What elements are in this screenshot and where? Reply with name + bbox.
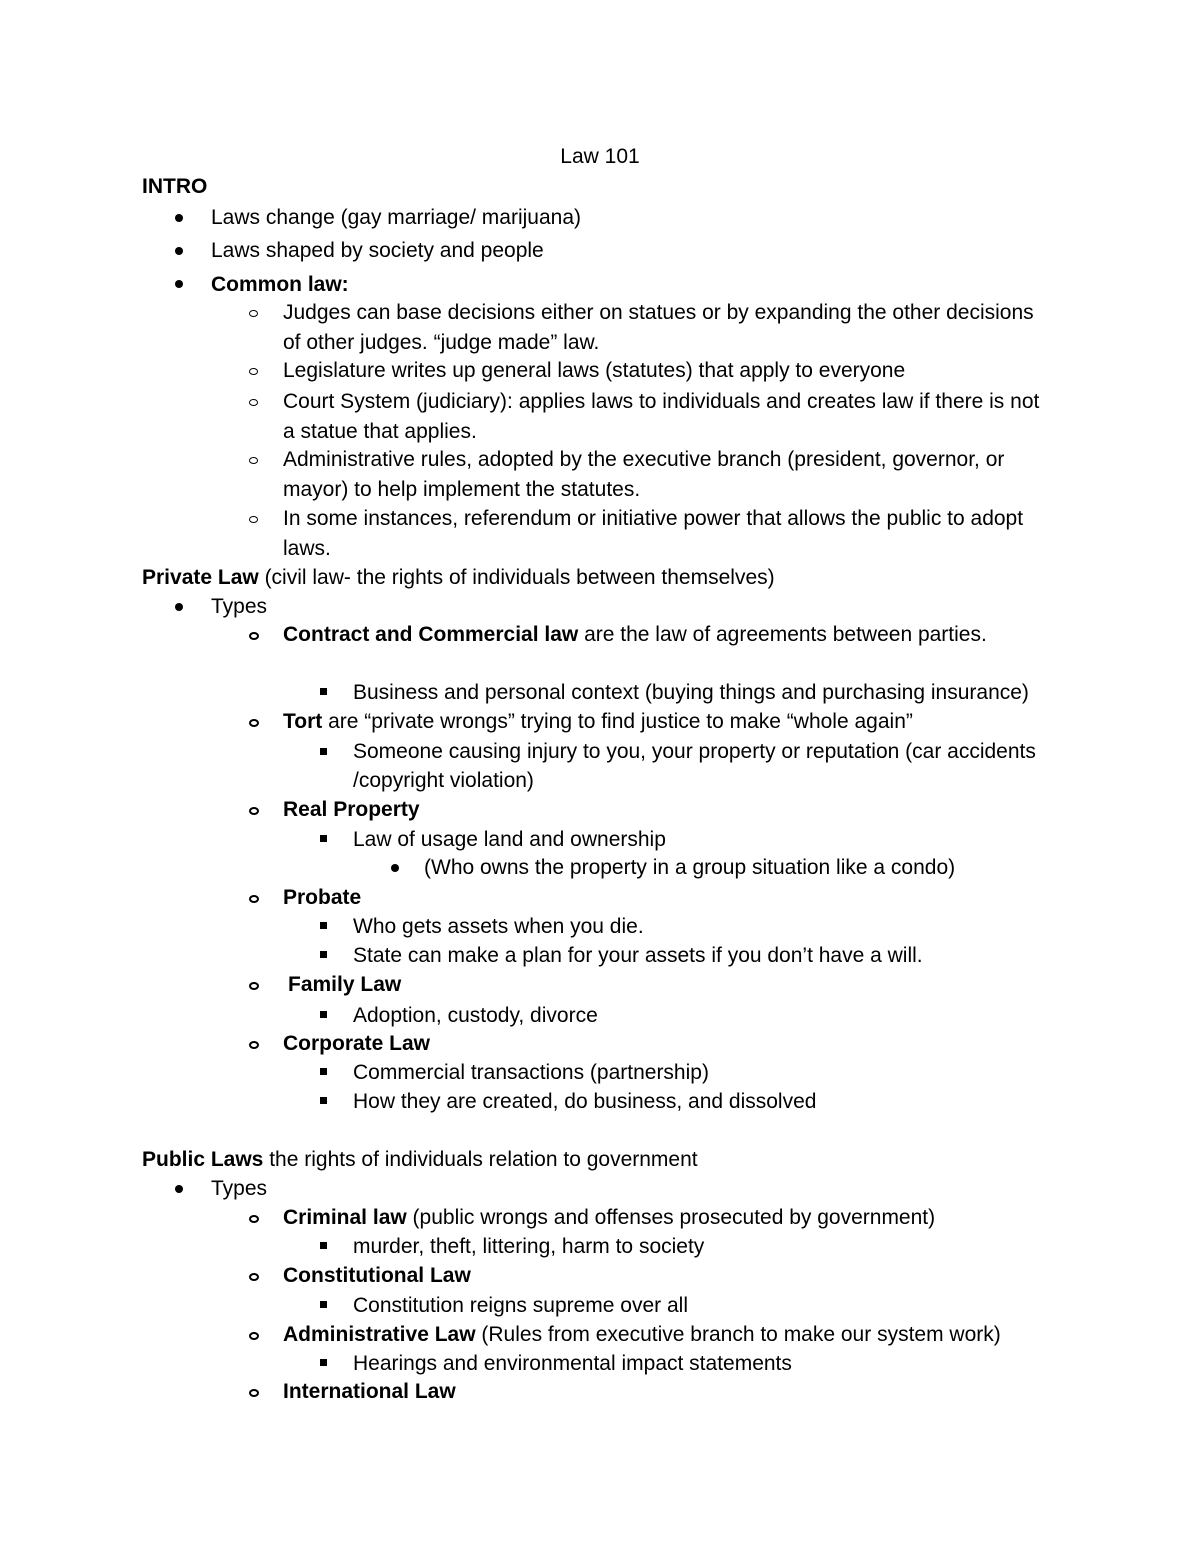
list-item: Common law: (211, 273, 349, 296)
list-item: Tort are “private wrongs” trying to find justice to make “whole again” (283, 710, 913, 733)
list-item: Administrative Law (Rules from executive branch to make our system work) (283, 1323, 1001, 1346)
list-item: Types (211, 595, 268, 618)
list-item: Types (211, 1177, 268, 1200)
list-item: Who gets assets when you die. (353, 915, 644, 938)
list-item: State can make a plan for your assets if you don’t have a will. (353, 944, 923, 967)
bullet-circle-icon (249, 399, 258, 406)
bullet-square-icon (320, 1068, 327, 1075)
list-item-continued: laws. (283, 537, 331, 560)
bullet-square-icon (320, 1097, 327, 1104)
bullet-circle-icon (249, 632, 259, 640)
bullet-disc-icon (175, 1185, 183, 1193)
bullet-circle-icon (249, 1332, 259, 1340)
section-heading-private-law: Private Law (civil law- the rights of individuals between themselves) (142, 566, 775, 589)
bullet-square-icon (320, 1011, 327, 1018)
list-item: Court System (judiciary): applies laws to individuals and creates law if there is not (283, 390, 1040, 413)
list-item: How they are created, do business, and dissolved (353, 1090, 817, 1113)
page-title: Law 101 (560, 145, 640, 168)
bullet-disc-icon (391, 864, 399, 872)
list-item: Law of usage land and ownership (353, 828, 666, 851)
list-item: Probate (283, 886, 362, 909)
bullet-circle-icon (249, 368, 258, 375)
list-item-continued: /copyright violation) (353, 769, 534, 792)
bullet-disc-icon (175, 247, 183, 255)
list-item: (Who owns the property in a group situation like a condo) (424, 856, 956, 879)
bullet-circle-icon (249, 719, 259, 727)
list-item: Laws change (gay marriage/ marijuana) (211, 206, 582, 229)
section-heading-public-law: Public Laws the rights of individuals relation to government (142, 1148, 698, 1171)
list-item: Laws shaped by society and people (211, 239, 544, 262)
bullet-disc-icon (175, 214, 183, 222)
bullet-square-icon (320, 1242, 327, 1249)
bullet-square-icon (320, 951, 327, 958)
list-item: Someone causing injury to you, your property or reputation (car accidents (353, 740, 1036, 763)
list-item: Legislature writes up general laws (statutes) that apply to everyone (283, 359, 906, 382)
list-item-continued: of other judges. “judge made” law. (283, 331, 600, 354)
list-item: In some instances, referendum or initiative power that allows the public to adopt (283, 507, 1024, 530)
bullet-circle-icon (249, 1273, 259, 1281)
bullet-disc-icon (175, 603, 183, 611)
bullet-circle-icon (249, 807, 259, 815)
list-item: International Law (283, 1380, 456, 1403)
list-item-continued: mayor) to help implement the statutes. (283, 478, 641, 501)
bullet-circle-icon (249, 1215, 259, 1223)
bullet-circle-icon (249, 1389, 259, 1397)
bullet-circle-icon (249, 516, 258, 523)
bullet-square-icon (320, 748, 327, 755)
list-item-continued: a statue that applies. (283, 420, 477, 443)
list-item: Administrative rules, adopted by the executive branch (president, governor, or (283, 448, 1005, 471)
bullet-circle-icon (249, 982, 259, 990)
list-item: Criminal law (public wrongs and offenses prosecuted by government) (283, 1206, 936, 1229)
list-item: Constitution reigns supreme over all (353, 1294, 688, 1317)
bullet-square-icon (320, 835, 327, 842)
list-item: Real Property (283, 798, 420, 821)
list-item: Family Law (288, 973, 402, 996)
bullet-square-icon (320, 1359, 327, 1366)
bullet-square-icon (320, 922, 327, 929)
bullet-circle-icon (249, 895, 259, 903)
list-item: Adoption, custody, divorce (353, 1004, 598, 1027)
bullet-circle-icon (249, 1041, 259, 1049)
bullet-disc-icon (175, 280, 183, 288)
list-item: Corporate Law (283, 1032, 431, 1055)
bullet-circle-icon (249, 457, 258, 464)
list-item: Constitutional Law (283, 1264, 471, 1287)
list-item: murder, theft, littering, harm to society (353, 1235, 705, 1258)
list-item: Judges can base decisions either on statues or by expanding the other decisions (283, 301, 1034, 324)
bullet-square-icon (320, 688, 327, 695)
bullet-square-icon (320, 1301, 327, 1308)
list-item: Hearings and environmental impact statements (353, 1352, 792, 1375)
section-heading-intro: INTRO (142, 175, 208, 198)
list-item: Contract and Commercial law are the law of agreements between parties. (283, 623, 987, 646)
bullet-circle-icon (249, 310, 258, 317)
list-item: Business and personal context (buying things and purchasing insurance) (353, 681, 1029, 704)
list-item: Commercial transactions (partnership) (353, 1061, 709, 1084)
